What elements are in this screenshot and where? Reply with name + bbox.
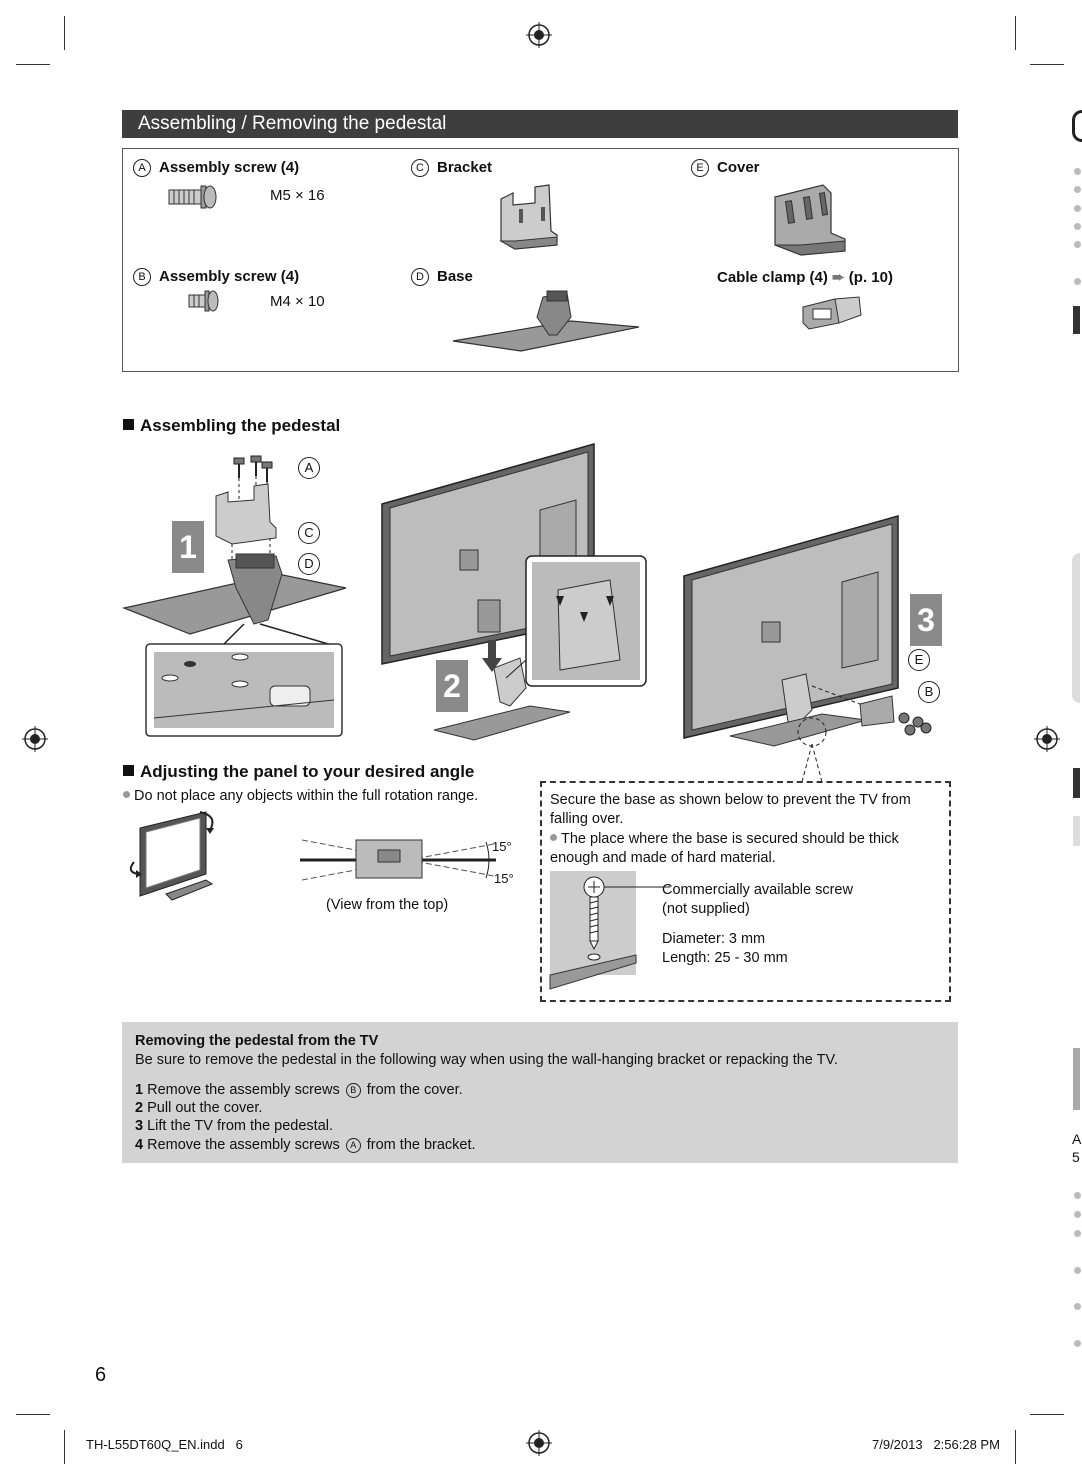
part-e-name: Cover [717,159,760,176]
footer-file: TH-L55DT60Q_EN.indd 6 [86,1437,243,1452]
removing-step-2 [135,1099,262,1118]
edge-letter-2: 5 [1072,1149,1080,1165]
removing-step-3 [135,1117,333,1136]
wall-screw-illustration [550,871,640,995]
removing-step-4 [135,1136,476,1155]
angle-bottom-label: 15° [494,871,514,886]
edge-letter-1: A [1072,1131,1082,1147]
edge-bullet [1074,223,1081,230]
crop-mark [16,64,50,65]
screw-m4-icon [187,289,221,313]
registration-mark-icon [526,22,552,48]
part-e-label [691,159,760,177]
step-letter-a: A [346,1138,361,1153]
step-text: Lift the TV from the pedestal. [147,1118,334,1134]
screw-line-2: (not supplied) [662,901,750,917]
callout-e: E [908,649,930,671]
registration-mark-icon [22,726,48,752]
edge-bullet [1074,1211,1081,1218]
callout-d: D [298,553,320,575]
part-b-size: M4 × 10 [270,293,325,310]
step-2-illustration [380,440,650,750]
rotating-tv-icon [126,808,226,902]
step-num: 4 [135,1137,144,1153]
crop-mark [1030,1414,1064,1415]
part-letter-c: C [411,159,429,177]
step-num: 1 [135,1082,144,1098]
edge-bullet [1074,278,1081,285]
removing-box [122,1022,958,1163]
part-b-label [133,268,299,286]
step-text: Remove the assembly screws [147,1082,340,1098]
part-a-name: Assembly screw (4) [159,159,300,176]
crop-mark [64,16,65,50]
adjusting-heading [123,762,474,782]
secure-bullet-text: The place where the base is secured should be thick enough and made of hard material. [550,831,899,866]
part-letter-d: D [411,268,429,286]
square-bullet-icon [123,765,134,776]
part-c-name: Bracket [437,159,493,176]
adjusting-note [123,787,478,806]
screw-diameter: Diameter: 3 mm [662,931,766,947]
crop-mark [1030,64,1064,65]
crop-mark [1015,1430,1016,1464]
view-caption: (View from the top) [326,897,449,913]
edge-block [1073,816,1080,846]
bullet-icon [123,791,130,798]
step-1-badge: 1 [172,521,204,573]
adjusting-heading-text: Adjusting the panel to your desired angle [140,762,475,781]
part-d-name: Base [437,268,473,285]
step-letter-b: B [346,1083,361,1098]
edge-block [1073,768,1080,798]
edge-bullet [1074,1340,1081,1347]
removing-intro: Be sure to remove the pedestal in the following way when using the wall-hanging bracket or repacking the TV. [135,1052,838,1068]
callout-c: C [298,522,320,544]
edge-bullet [1074,186,1081,193]
removing-step-1 [135,1081,463,1100]
part-a-label [133,159,299,177]
edge-bullet [1074,1303,1081,1310]
part-a-size: M5 × 16 [270,187,325,204]
adjusting-note-text: Do not place any objects within the full rotation range. [134,788,479,804]
registration-mark-icon [1034,726,1060,752]
part-letter-e: E [691,159,709,177]
base-icon [451,289,641,359]
removing-title: Removing the pedestal from the TV [135,1033,379,1049]
assembling-heading-text: Assembling the pedestal [140,416,341,435]
screw-line-1: Commercially available screw [662,882,853,898]
cover-icon [771,181,851,257]
edge-bullet [1074,168,1081,175]
registration-mark-icon [526,1430,552,1456]
secure-base-box [540,781,951,1002]
screw-m5-icon [167,184,219,210]
step-num: 2 [135,1100,144,1116]
crop-mark [1015,16,1016,50]
edge-glyph [1072,110,1082,142]
screw-length: Length: 25 - 30 mm [662,950,788,966]
edge-bullet [1074,1192,1081,1199]
rotation-top-view-diagram [300,830,496,890]
part-c-label [411,159,492,177]
square-bullet-icon [123,419,134,430]
step-1-illustration [120,448,350,740]
cable-clamp-icon [799,291,865,331]
edge-block [1073,306,1080,334]
parts-box [122,148,959,372]
assembling-heading [123,416,340,436]
step-text: from the cover. [366,1082,463,1098]
dashed-connector [796,744,828,784]
step-num: 3 [135,1118,144,1134]
step-text: from the bracket. [366,1137,476,1153]
step-3-badge: 3 [910,594,942,646]
edge-bullet [1074,205,1081,212]
edge-tab [1072,553,1080,703]
arrow-right-icon: ➨ [832,269,845,286]
crop-mark [64,1430,65,1464]
edge-bullet [1074,1230,1081,1237]
section-header: Assembling / Removing the pedestal [122,110,958,138]
part-b-name: Assembly screw (4) [159,268,300,285]
step-text: Remove the assembly screws [147,1137,340,1153]
angle-top-label: 15° [492,839,512,854]
cable-clamp-name: Cable clamp (4) [717,269,828,286]
step-2-badge: 2 [436,660,468,712]
callout-a: A [298,457,320,479]
footer-timestamp: 7/9/2013 2:56:28 PM [872,1437,1000,1452]
page-number: 6 [95,1364,107,1386]
edge-block [1073,1048,1080,1110]
bullet-icon [550,834,557,841]
part-letter-a: A [133,159,151,177]
cable-clamp-label [717,268,893,286]
secure-bullet [550,830,945,867]
crop-mark [16,1414,50,1415]
bracket-icon [495,183,565,251]
step-text: Pull out the cover. [147,1100,263,1116]
part-letter-b: B [133,268,151,286]
edge-letter [1072,1130,1081,1166]
edge-bullet [1074,1267,1081,1274]
secure-intro: Secure the base as shown below to prevent the TV from falling over. [550,792,911,827]
edge-bullet [1074,241,1081,248]
cable-clamp-ref: (p. 10) [848,269,893,286]
callout-b: B [918,681,940,703]
part-d-label [411,268,473,286]
